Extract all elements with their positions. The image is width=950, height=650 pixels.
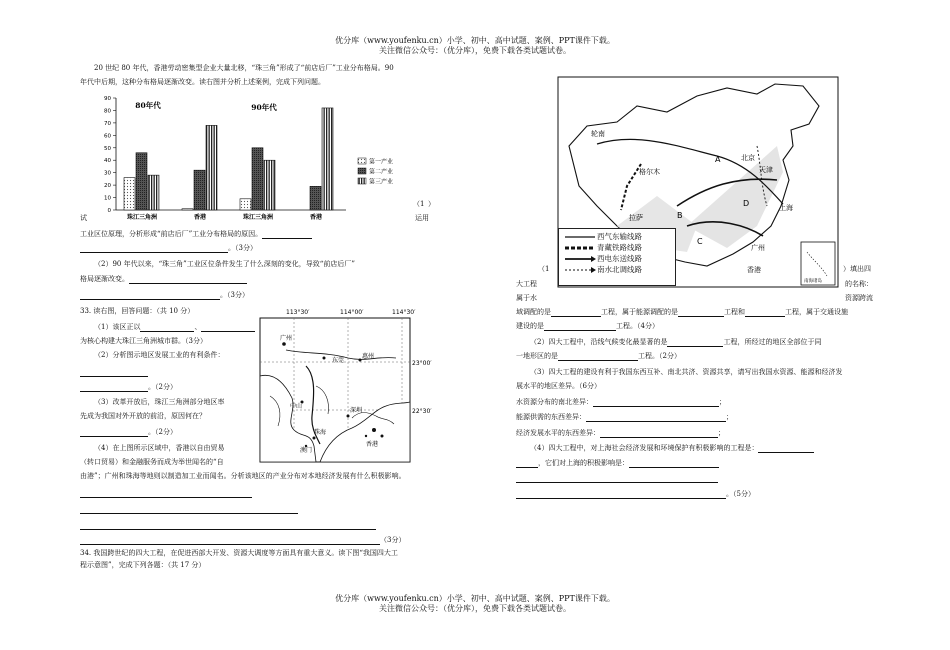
legend-gas: 西气东输线路 — [597, 232, 642, 241]
industry-bar-chart — [96, 92, 416, 226]
r-q1-e: 属于水 — [516, 294, 537, 302]
lat-label: 22°30′ — [412, 408, 432, 415]
q33-title: 33. 读右图，回答问题：（共 10 分） — [80, 307, 195, 315]
place-label: 轮南 — [591, 130, 605, 138]
intro-line-1: 20 世纪 80 年代，香港劳动密集型企业大量北移，“珠三角”形成了“前店后厂”工业分布格局。90 — [94, 64, 394, 72]
r-q2-line1: （2）四大工程中，沿线气候变化最显著的是 工程，所经过的地区全部位于同 — [530, 338, 822, 346]
x-category-label: 香港 — [309, 214, 323, 221]
header-line-2: 关注微信公众号：（优分库），免费下载各类试题试卷。 — [379, 46, 571, 55]
inset-label: 南海诸岛 — [804, 279, 822, 284]
q33-4-answer: （3分） — [80, 536, 405, 545]
r-q3-econ: 经济发展水平的东西差异： ； — [516, 429, 725, 437]
q1-close: ） — [428, 200, 435, 208]
q2-answer: 。（3分） — [80, 291, 249, 300]
y-tick-label: 90 — [104, 96, 111, 102]
q2-text: （2）90 年代以来，“珠三角”工业区位条件发生了什么深刻的变化，导致“前店后厂” — [94, 260, 355, 268]
y-tick-label: 70 — [104, 120, 111, 127]
x-category-label: 珠江三角洲 — [126, 214, 158, 221]
r-q4-b: ，它们对上海的积极影响是： — [516, 459, 719, 468]
r-q4-a: （4）四大工程中，对上海社会经济发展和环境保护有积极影响的工程是： — [530, 444, 814, 453]
r-q1-open: （1 — [538, 265, 550, 273]
intro-line-2: 年代中后期，这种分布格局逐渐改变。读右图并分析上述案例，完成下列问题。 — [80, 78, 325, 86]
region-letter: A — [715, 155, 721, 164]
bar-第三产业 — [206, 125, 217, 210]
r-q1-line2: 建设的是 工程。（4分） — [516, 322, 659, 330]
r-q3-a: （3）四大工程的建设有利于我国东西互补、南北共济、资源共享，请写出我国水资源、能源和经济发 — [530, 368, 843, 376]
bar-第三产业 — [264, 160, 275, 210]
place-label: 香港 — [747, 266, 761, 274]
x-category-label: 珠江三角洲 — [242, 214, 274, 221]
r-q1-c: 大工程 — [516, 280, 537, 288]
legend-power: 西电东送线路 — [563, 253, 671, 264]
q34-b: 程示意图”，完成下列各题：（共 17 分） — [80, 561, 206, 569]
region-letter: B — [677, 211, 683, 220]
r-q3-b: 展水平的地区差异。（6分） — [516, 382, 601, 390]
r-q3-energy: 能源供需的东西差异： ； — [516, 413, 733, 421]
city-label: 珠海 — [314, 429, 327, 436]
q33-2-line — [80, 368, 148, 377]
place-label: 北京 — [741, 154, 755, 162]
q33-4a: （4）在上图所示区域中，香港以自由贸易 — [94, 444, 225, 452]
legend-swatch — [358, 178, 366, 184]
q33-3a: （3）改革开放后，珠江三角洲部分地区率 — [94, 398, 225, 406]
city-label: 深圳 — [350, 407, 363, 414]
bar-第三产业 — [322, 108, 333, 210]
lon-label: 114°30′ — [392, 309, 416, 316]
place-label: 广州 — [751, 244, 765, 252]
q33-2: （2）分析图示地区发展工业的有利条件： — [94, 351, 225, 359]
city-label: 香港 — [366, 441, 379, 448]
y-tick-label: 0 — [107, 208, 111, 214]
pearl-river-delta-map — [256, 306, 436, 472]
q34-a: 34. 我国跨世纪的四大工程，在促进西部大开发、资源大调度等方面具有重大意义。读下图“我国四大工 — [80, 549, 398, 557]
bar-第二产业 — [136, 153, 147, 210]
bar-第一产业 — [240, 199, 251, 210]
place-label: 上海 — [779, 204, 793, 212]
q2-text-b: 格局逐渐改变。 — [80, 275, 247, 284]
y-tick-label: 60 — [104, 133, 111, 140]
region-letter: C — [697, 237, 703, 246]
q33-4c: 由港”；广州和珠海等地则以制造加工业而闻名。分析该地区的产业分布对本地经济发展有什么积极影响。 — [80, 472, 406, 480]
group-label-90s: 90年代 — [251, 103, 277, 112]
footer-line-1: 优分库（www.youfenku.cn）小学、初中、高中试题、案例、PPT课件下载。 — [335, 594, 615, 603]
bar-第二产业 — [194, 170, 205, 210]
region-letter: D — [743, 199, 750, 208]
r-q4-answer: 。（5分） — [516, 490, 755, 499]
q1-open: （1 — [413, 200, 425, 208]
q1-answer: 。（3分） — [80, 244, 257, 253]
city-label: 中山 — [290, 403, 303, 410]
place-label: 拉萨 — [629, 214, 643, 222]
q33-4b: （转口贸易）和金融服务而成为举世闻名的“自 — [80, 458, 224, 466]
y-tick-label: 20 — [104, 183, 111, 190]
r-q1-b: ）填出四 — [843, 265, 871, 273]
city-label: 惠州 — [362, 353, 375, 360]
r-q2-line2: 一地形区的是 工程。（2分） — [516, 352, 681, 360]
bar-第二产业 — [310, 186, 321, 210]
x-category-label: 香港 — [193, 214, 207, 221]
city-label: 澳门 — [300, 447, 313, 454]
place-label: 天津 — [759, 166, 773, 174]
city-label: 东莞 — [332, 357, 345, 364]
group-label-80s: 80年代 — [135, 101, 161, 110]
bar-第三产业 — [148, 175, 159, 210]
q33-1: （1）该区正以 、 — [94, 323, 255, 332]
y-tick-label: 40 — [104, 158, 111, 165]
y-tick-label: 80 — [104, 108, 111, 115]
lat-label: 23°00′ — [412, 360, 432, 367]
bar-第一产业 — [182, 209, 193, 210]
q33-3-answer: 。（2分） — [80, 428, 177, 437]
header-line-1: 优分库（www.youfenku.cn）小学、初中、高中试题、案例、PPT课件下载。 — [335, 36, 615, 45]
r-q1-f: 资源跨流 — [845, 294, 873, 302]
q1-text: 工业区位原理，分析形成“前店后厂”工业分布格局的原因。 — [80, 230, 312, 239]
legend-label: 第一产业 — [369, 158, 394, 166]
y-tick-label: 50 — [104, 145, 111, 152]
q33-3b: 先成为我国对外开放的前沿，原因何在？ — [80, 412, 206, 420]
r-q1-line1: 域调配的是 工程，属于能源调配的是 工程和 工程，属于交通设施 — [516, 308, 848, 316]
q1-yun: 运用 — [415, 214, 429, 222]
legend-swatch — [358, 168, 366, 174]
y-tick-label: 30 — [104, 170, 111, 177]
place-label: 格尔木 — [639, 168, 660, 176]
lon-label: 114°00′ — [340, 309, 364, 316]
legend-water: 南水北调线路 — [563, 264, 671, 275]
legend-railway: 青藏铁路线路 — [597, 243, 642, 252]
r-q1-d: 的名称： — [845, 280, 873, 288]
q33-2-answer: 。（2分） — [80, 383, 177, 392]
legend-label: 第三产业 — [369, 178, 394, 186]
bar-第一产业 — [124, 178, 135, 210]
r-q3-water: 水资源分布的南北差异： ； — [516, 398, 726, 406]
footer-line-2: 关注微信公众号：（优分库），免费下载各类试题试卷。 — [379, 604, 571, 613]
lon-label: 113°30′ — [286, 309, 310, 316]
legend-label: 第二产业 — [369, 168, 394, 176]
city-label: 广州 — [280, 335, 293, 342]
legend-swatch — [358, 158, 366, 164]
q33-1c: 为核心构建大珠江三角洲城市群。（3分） — [80, 337, 207, 345]
q1-shi: 试 — [80, 214, 87, 222]
bar-第二产业 — [252, 148, 263, 210]
map-legend — [558, 228, 676, 286]
y-tick-label: 10 — [104, 195, 111, 202]
